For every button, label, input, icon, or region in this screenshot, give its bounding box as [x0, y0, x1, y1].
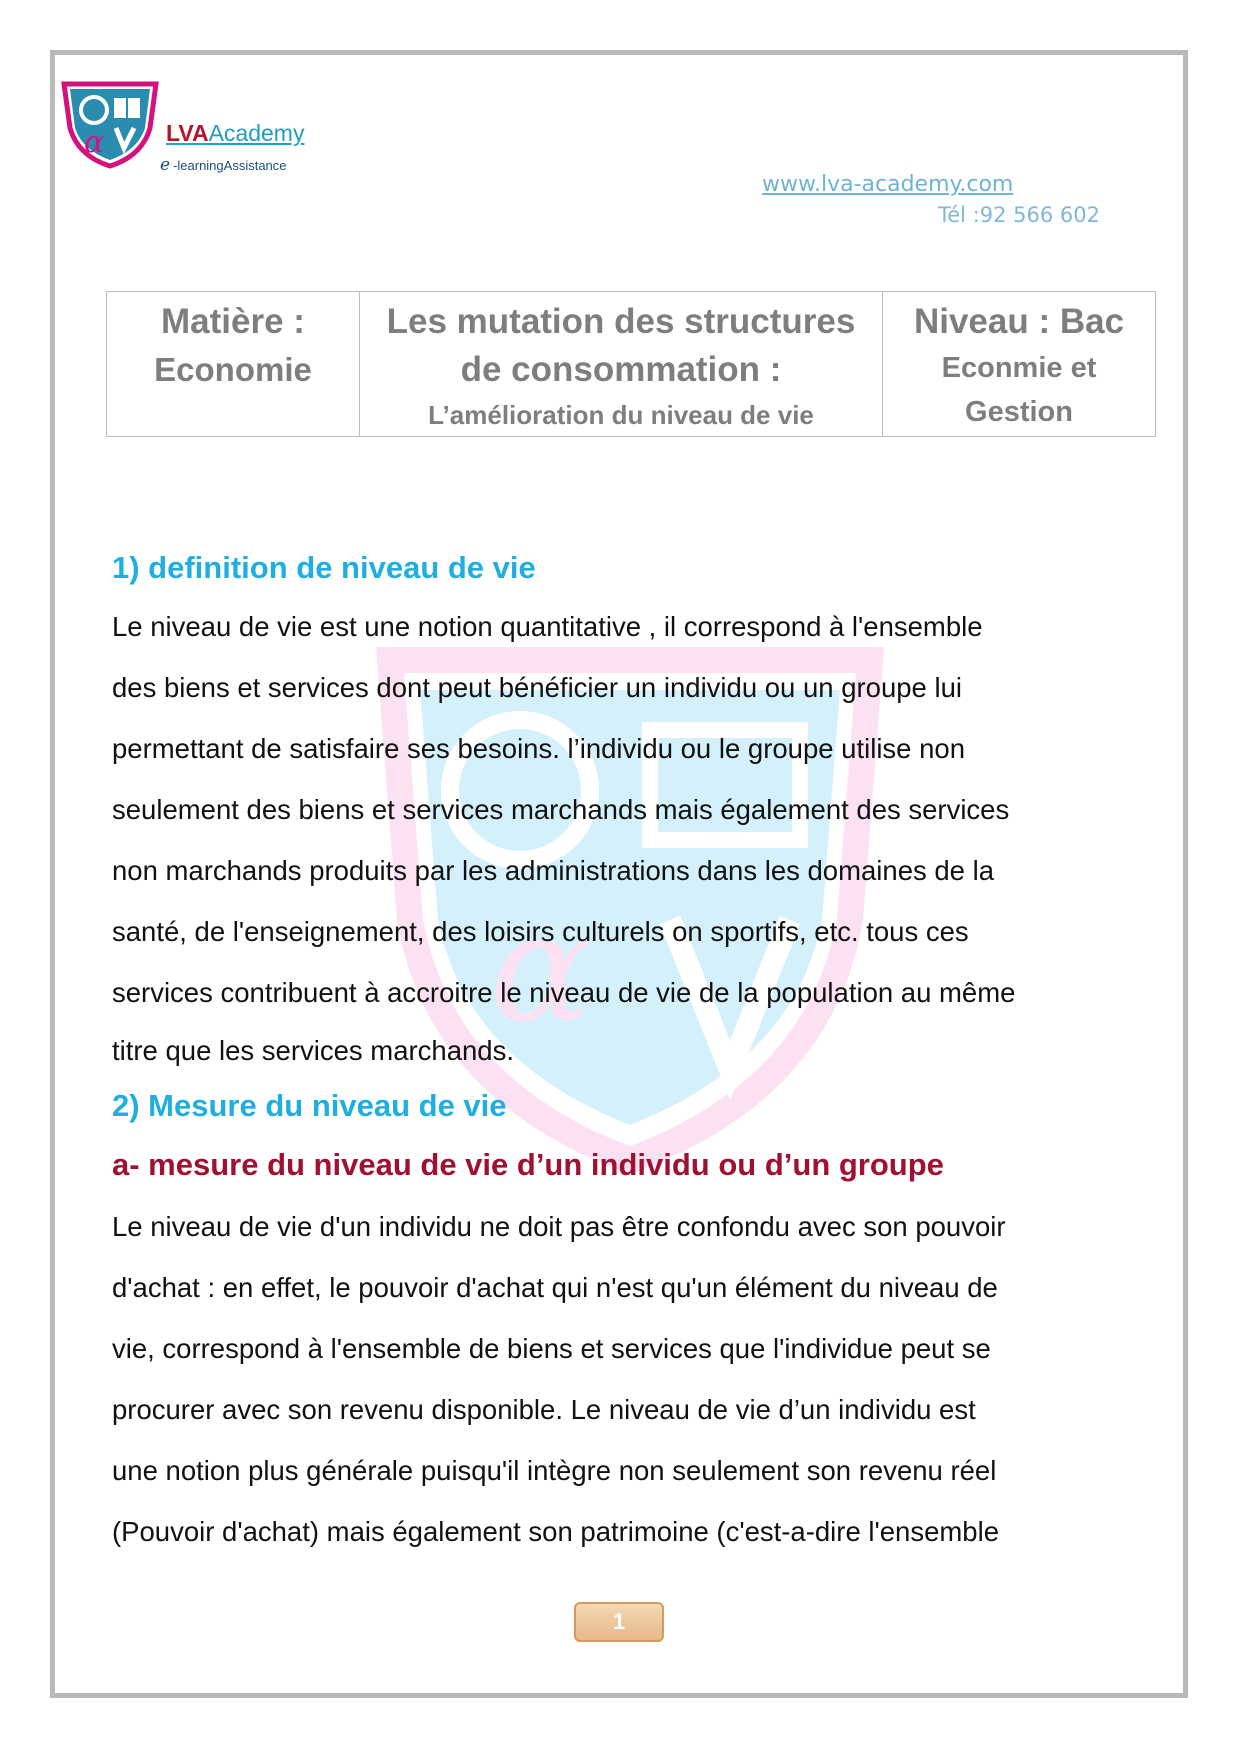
level-line2: Econmie et — [941, 352, 1097, 384]
svg-text:α: α — [490, 882, 592, 1056]
brand-name — [166, 120, 304, 147]
page-number-badge: 1 — [574, 1602, 664, 1642]
paragraph-line: Le niveau de vie d'un individu ne doit pas être confondu avec son pouvoir — [112, 1211, 1006, 1242]
paragraph-line: seulement des biens et services marchands mais également des services — [112, 794, 1010, 825]
subsection-a-heading: a- mesure du niveau de vie d’un individu ou d’un groupe — [112, 1147, 944, 1182]
level-label: Niveau : Bac — [913, 302, 1125, 341]
section1-body — [112, 596, 1122, 1078]
svg-text:α: α — [84, 125, 105, 160]
brand-tagline — [160, 155, 287, 175]
paragraph-line: services contribuent à accroitre le niveau de vie de la population au même — [112, 977, 1016, 1008]
paragraph-line: santé, de l'enseignement, des loisirs culturels on sportifs, etc. tous ces — [112, 916, 969, 947]
tagline-e: e — [160, 155, 171, 175]
title-subtitle: L’amélioration du niveau de vie — [428, 400, 814, 430]
paragraph-line: Le niveau de vie est une notion quantitative , il correspond à l'ensemble — [112, 611, 983, 642]
brand-academy: Academy — [208, 120, 305, 146]
tagline-text: -learningAssistance — [173, 158, 287, 173]
paragraph-line: permettant de satisfaire ses besoins. l’individu ou le groupe utilise non — [112, 733, 965, 764]
paragraph-line: procurer avec son revenu disponible. Le niveau de vie d’un individu est — [112, 1394, 976, 1425]
level-line3: Gestion — [965, 396, 1073, 428]
website-link[interactable]: www.lva-academy.com — [762, 172, 1014, 197]
subject-cell — [107, 292, 360, 437]
title-line1: Les mutation des structures — [386, 302, 856, 341]
lva-academy-logo-icon — [58, 78, 162, 170]
paragraph-line: une notion plus générale puisqu'il intègre non seulement son revenu réel — [112, 1455, 997, 1486]
paragraph-line: titre que les services marchands. — [112, 1035, 514, 1066]
paragraph-line: des biens et services dont peut bénéficier un individu ou un groupe lui — [112, 672, 963, 703]
paragraph-line: non marchands produits par les administrations dans les domaines de la — [112, 855, 995, 886]
brand-lva: LVA — [166, 120, 209, 146]
phone-number: Tél :92 566 602 — [938, 203, 1101, 227]
subject-value: Economie — [154, 351, 312, 388]
section1-heading: 1) definition de niveau de vie — [112, 550, 536, 585]
level-cell — [883, 292, 1156, 437]
course-info-table — [106, 291, 1156, 437]
main-content — [112, 540, 1122, 1562]
paragraph-line: vie, correspond à l'ensemble de biens et services que l'individue peut se — [112, 1333, 991, 1364]
subject-label: Matière : — [161, 302, 305, 341]
paragraph-line: (Pouvoir d'achat) mais également son patrimoine (c'est-a-dire l'ensemble — [112, 1516, 999, 1547]
paragraph-line: d'achat : en effet, le pouvoir d'achat qui n'est qu'un élément du niveau de — [112, 1272, 998, 1303]
title-line2: de consommation : — [460, 350, 782, 389]
section2-heading: 2) Mesure du niveau de vie — [112, 1088, 507, 1123]
title-cell — [360, 292, 883, 437]
subsection-a-body — [112, 1196, 1122, 1562]
